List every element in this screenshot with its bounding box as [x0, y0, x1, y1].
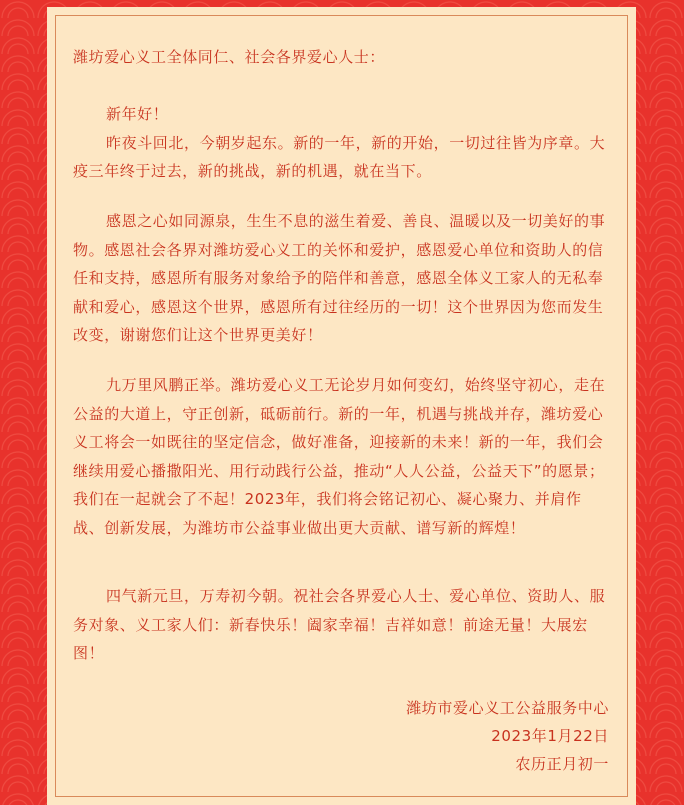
- letter-paragraph-2: [73, 207, 611, 350]
- paragraph-vision: 九万里风鹏正举。潍坊爱心义工无论岁月如何变幻，始终坚守初心，走在公益的大道上，守正创新，砥砺前行。新的一年，机遇与挑战并存，潍坊爱心义工将会一如既往的坚定信念，做好准备，迎接新的未来！新的一年，我们会继续用爱心播撒阳光、用行动践行公益，推动“人人公益，公益天下”的愿景；我们在一起就会了不起！2023年，我们将会铭记初心、凝心聚力、并肩作战、创新发展，为潍坊市公益事业做出更大贡献、谱写新的辉煌！: [73, 376, 606, 537]
- paragraph-new-year-line: 新年好！: [106, 105, 169, 123]
- signature-org: 潍坊市爱心义工公益服务中心: [406, 699, 609, 717]
- letter-paragraph-1: [73, 100, 611, 186]
- signature-lunar-date: 农历正月初一: [515, 755, 609, 773]
- signature-date: 2023年1月22日: [491, 727, 609, 745]
- letter-paragraph-4: [73, 582, 611, 668]
- paragraph-wishes: 四气新元旦，万寿初今朝。祝社会各界爱心人士、爱心单位、资助人、服务对象、义工家人们：新春快乐！阖家幸福！吉祥如意！前途无量！大展宏图！: [73, 587, 606, 662]
- paragraph-opening: 昨夜斗回北，今朝岁起东。新的一年，新的开始，一切过往皆为序章。大疫三年终于过去，新的挑战，新的机遇，就在当下。: [73, 133, 606, 180]
- letter-paragraph-3: [73, 371, 611, 542]
- letter-paper: [47, 7, 636, 805]
- paragraph-gratitude: 感恩之心如同源泉，生生不息的滋生着爱、善良、温暖以及一切美好的事物。感恩社会各界对潍坊爱心义工的关怀和爱护，感恩爱心单位和资助人的信任和支持，感恩所有服务对象给予的陪伴和善意，感恩全体义工家人的无私奉献和爱心，感恩这个世界，感恩所有过往经历的一切！这个世界因为您而发生改变，谢谢您们让这个世界更美好！: [73, 212, 606, 344]
- letter-greeting: 潍坊爱心义工全体同仁、社会各界爱心人士：: [73, 48, 386, 66]
